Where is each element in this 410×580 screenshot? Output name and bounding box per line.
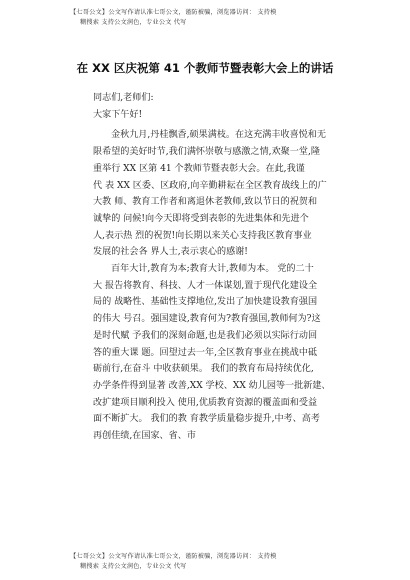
paragraph-line: 局的 战略性、基础性支撑地位,发出了加快建设教育强国: [93, 297, 318, 308]
paragraph-line: 代 表 XX 区委、区政府,向辛勤耕耘在全区教育战线上的广: [93, 180, 327, 191]
paragraph-line: 金秋九月,丹桂飘香,硕果满枝。在这充满丰收喜悦和无: [111, 130, 326, 141]
paragraph-line: 再创佳绩,在国家、省、市: [93, 431, 196, 442]
greeting: 大家下午好!: [93, 109, 143, 120]
speech-body: [93, 90, 331, 445]
footer-watermark-note: [70, 552, 360, 572]
paragraph-line: 百年大计,教育为本;教育大计,教师为本。 党的二十: [111, 264, 314, 275]
paragraph-line: 的伟大 号召。强国建设,教育何为?教育强国,教师何为?这: [93, 314, 321, 325]
footer-note-line-1: 【七哥公文】公文写作请认准七哥公文，谨防被骗，浏览器访问： 支持模: [70, 553, 277, 560]
paragraph-line: 砺前行,在奋斗 中收获硕果。 我们的教育布局持续优化,: [93, 364, 314, 375]
header-note-line-1: 【七哥公文】公文写作请认准七哥公文，谨防被骗，浏览器访问： 支持模: [70, 9, 277, 16]
paragraph-line: 限希望的美好时节,我们满怀崇敬与感激之情,欢聚一堂,隆: [93, 147, 320, 158]
document-title: 在 XX 区庆祝第 41 个教师节暨表彰大会上的讲话: [76, 61, 334, 75]
paragraph-line: 重举行 XX 区第 41 个教师节暨表彰大会。在此,我谨: [93, 163, 305, 174]
paragraph-line: 诚挚的 问候!向今天即将受到表彰的先进集体和先进个: [93, 213, 309, 224]
footer-note-line-2: 糊搜索 支持公文润色，专业公文 代写: [80, 563, 187, 570]
paragraph-line: 大 报告将教育、科技、人才一体谋划,置于现代化建设全: [93, 280, 318, 291]
paragraph-line: 改扩建项目顺利投入 使用,优质教育资源的覆盖面和受益: [93, 397, 318, 408]
paragraph-line: 答的重大课 题。回望过去一年,全区教育事业在挑战中砥: [93, 347, 318, 358]
header-note-line-2: 糊搜索 支持公文润色，专业公文 代写: [80, 19, 187, 26]
paragraph-2: [93, 261, 331, 445]
paragraph-line: 大教 师、教育工作者和离退休老教师,致以节日的祝贺和: [93, 197, 318, 208]
paragraph-line: 办学条件得到显著 改善,XX 学校、XX 幼儿园等一批新建、: [93, 380, 331, 391]
paragraph-line: 是时代赋 予我们的深刻命题,也是我们必须以实际行动回: [93, 330, 318, 341]
header-watermark-note: [70, 8, 360, 28]
paragraph-1: [93, 127, 325, 261]
paragraph-line: 人,表示热 烈的祝贺!向长期以来关心支持我区教育事业: [93, 230, 312, 241]
paragraph-line: 面不断扩大。 我们的教 育教学质量稳步提升,中考、高考: [93, 414, 320, 425]
paragraph-line: 发展的社会各 界人士,表示衷心的感谢!: [93, 247, 248, 258]
salutation: 同志们,老师们:: [93, 93, 154, 103]
